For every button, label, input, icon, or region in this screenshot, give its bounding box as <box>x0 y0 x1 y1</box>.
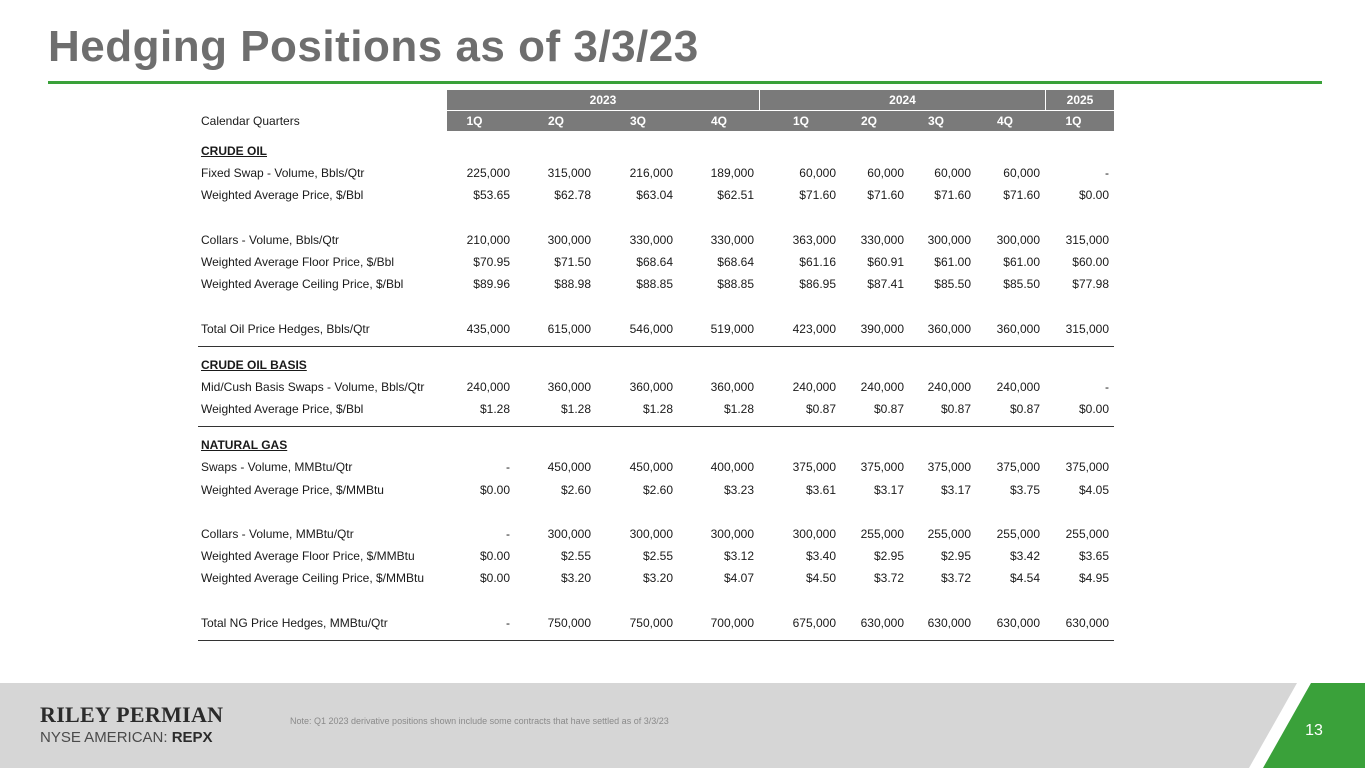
value-cell: $4.07 <box>723 571 754 586</box>
value-cell: 360,000 <box>927 321 971 336</box>
value-cell: 750,000 <box>629 615 673 630</box>
value-cell: 330,000 <box>860 232 904 247</box>
value-cell: $3.72 <box>873 571 904 586</box>
value-cell: $2.55 <box>560 549 591 564</box>
value-cell: $85.50 <box>934 277 971 292</box>
value-cell: 255,000 <box>927 527 971 541</box>
section-title-row <box>198 140 1114 162</box>
value-cell: 630,000 <box>1065 615 1109 630</box>
table-row <box>198 318 1114 340</box>
table-row <box>198 398 1114 420</box>
year-header-2024: 2024 <box>760 90 1045 110</box>
value-cell: 216,000 <box>629 166 673 181</box>
value-cell: $3.12 <box>723 549 754 564</box>
value-cell: $68.64 <box>717 254 754 269</box>
value-cell: $2.95 <box>873 549 904 564</box>
value-cell: $3.20 <box>642 571 673 586</box>
value-cell: 435,000 <box>466 321 510 336</box>
section-spacer <box>198 131 1114 140</box>
value-cell: $61.16 <box>799 254 836 269</box>
value-cell: $71.60 <box>799 188 836 203</box>
company-logo: RILEY PERMIAN <box>40 702 224 727</box>
value-cell: $3.17 <box>873 482 904 497</box>
value-cell: 240,000 <box>466 379 510 394</box>
value-cell: 300,000 <box>927 232 971 247</box>
value-cell: $0.87 <box>873 402 904 417</box>
value-cell: 255,000 <box>996 527 1040 541</box>
value-cell: 240,000 <box>792 379 836 394</box>
value-cell: 450,000 <box>629 460 673 475</box>
title-underline <box>48 81 1322 84</box>
value-cell: $0.00 <box>479 549 510 564</box>
value-cell: 315,000 <box>547 166 591 181</box>
value-cell: $85.50 <box>1003 277 1040 292</box>
value-cell: $1.28 <box>642 402 673 417</box>
value-cell: $3.20 <box>560 571 591 586</box>
value-cell: $88.85 <box>717 277 754 292</box>
value-cell: $3.65 <box>1078 549 1109 564</box>
value-cell: $60.91 <box>867 254 904 269</box>
value-cell: 240,000 <box>927 379 971 394</box>
value-cell: 189,000 <box>710 166 754 181</box>
quarter-header-cell: 3Q <box>927 114 944 128</box>
value-cell: 375,000 <box>1065 460 1109 475</box>
value-cell: 255,000 <box>1065 527 1109 541</box>
row-label: Weighted Average Floor Price, $/MMBtu <box>201 549 415 564</box>
year-header-2023: 2023 <box>447 90 759 110</box>
table-row <box>198 251 1114 273</box>
quarter-header-cell: 2Q <box>860 114 877 128</box>
table-row <box>198 479 1114 501</box>
row-label: Total NG Price Hedges, MMBtu/Qtr <box>201 615 388 630</box>
exchange-prefix: NYSE AMERICAN: <box>40 729 168 746</box>
section-title: CRUDE OIL <box>201 144 267 158</box>
value-cell: 240,000 <box>996 379 1040 394</box>
value-cell: 315,000 <box>1065 232 1109 247</box>
value-cell: 390,000 <box>860 321 904 336</box>
row-label: Weighted Average Floor Price, $/Bbl <box>201 254 394 269</box>
value-cell: 375,000 <box>996 460 1040 475</box>
value-cell: $3.42 <box>1009 549 1040 564</box>
value-cell: 300,000 <box>547 232 591 247</box>
value-cell: $88.85 <box>636 277 673 292</box>
value-cell: 375,000 <box>927 460 971 475</box>
row-label: Weighted Average Ceiling Price, $/Bbl <box>201 277 404 292</box>
value-cell: 375,000 <box>860 460 904 475</box>
value-cell: 60,000 <box>799 166 836 181</box>
value-cell: 519,000 <box>710 321 754 336</box>
value-cell: $0.00 <box>1078 402 1109 417</box>
value-cell: 360,000 <box>629 379 673 394</box>
row-label: Weighted Average Ceiling Price, $/MMBtu <box>201 571 425 586</box>
hedging-table <box>198 90 1114 641</box>
row-label: Swaps - Volume, MMBtu/Qtr <box>201 460 353 475</box>
value-cell: 630,000 <box>996 615 1040 630</box>
row-label: Weighted Average Price, $/Bbl <box>201 402 364 417</box>
value-cell: - <box>506 615 510 630</box>
value-cell: $2.60 <box>642 482 673 497</box>
value-cell: 360,000 <box>710 379 754 394</box>
table-row <box>198 612 1114 634</box>
value-cell: 675,000 <box>792 615 836 630</box>
value-cell: $87.41 <box>867 277 904 292</box>
row-label: Weighted Average Price, $/MMBtu <box>201 482 384 497</box>
section-spacer <box>198 347 1114 354</box>
page-number-badge <box>1225 683 1365 768</box>
section-divider <box>198 640 1114 641</box>
row-label: Collars - Volume, MMBtu/Qtr <box>201 527 354 541</box>
value-cell: 375,000 <box>792 460 836 475</box>
value-cell: 300,000 <box>547 527 591 541</box>
value-cell: $4.95 <box>1078 571 1109 586</box>
value-cell: 330,000 <box>629 232 673 247</box>
value-cell: 300,000 <box>792 527 836 541</box>
table-row <box>198 523 1114 545</box>
quarter-header-cell: 2Q <box>547 114 564 128</box>
row-label: Fixed Swap - Volume, Bbls/Qtr <box>201 166 365 181</box>
value-cell: - <box>1105 166 1109 181</box>
value-cell: 750,000 <box>547 615 591 630</box>
value-cell: $2.60 <box>560 482 591 497</box>
value-cell: $61.00 <box>934 254 971 269</box>
value-cell: 450,000 <box>547 460 591 475</box>
value-cell: $1.28 <box>560 402 591 417</box>
value-cell: $3.72 <box>940 571 971 586</box>
value-cell: 360,000 <box>547 379 591 394</box>
section-title-row <box>198 354 1114 376</box>
quarter-header-cell: 3Q <box>629 114 646 128</box>
value-cell: 210,000 <box>466 232 510 247</box>
value-cell: $60.00 <box>1072 254 1109 269</box>
value-cell: $62.51 <box>717 188 754 203</box>
group-spacer <box>198 590 1114 612</box>
value-cell: 60,000 <box>934 166 971 181</box>
value-cell: 363,000 <box>792 232 836 247</box>
value-cell: 330,000 <box>710 232 754 247</box>
value-cell: 630,000 <box>927 615 971 630</box>
quarter-header-cell: 1Q <box>1065 114 1082 128</box>
table-row <box>198 273 1114 295</box>
value-cell: 700,000 <box>710 615 754 630</box>
row-label: Weighted Average Price, $/Bbl <box>201 188 364 203</box>
value-cell: 240,000 <box>860 379 904 394</box>
value-cell: $71.60 <box>934 188 971 203</box>
ticker: REPX <box>171 729 213 746</box>
table-row <box>198 162 1114 184</box>
value-cell: $71.60 <box>867 188 904 203</box>
value-cell: $53.65 <box>473 188 510 203</box>
section-title-row <box>198 434 1114 456</box>
value-cell: $77.98 <box>1072 277 1109 292</box>
value-cell: $2.55 <box>642 549 673 564</box>
row-header-label: Calendar Quarters <box>201 114 300 128</box>
quarter-header-cell: 4Q <box>710 114 727 128</box>
table-row <box>198 376 1114 398</box>
value-cell: 423,000 <box>792 321 836 336</box>
value-cell: 400,000 <box>710 460 754 475</box>
page-title: Hedging Positions as of 3/3/23 <box>48 22 699 71</box>
value-cell: $70.95 <box>473 254 510 269</box>
row-label: Mid/Cush Basis Swaps - Volume, Bbls/Qtr <box>201 379 425 394</box>
value-cell: 225,000 <box>466 166 510 181</box>
value-cell: $4.05 <box>1078 482 1109 497</box>
year-header-2025: 2025 <box>1046 90 1114 110</box>
value-cell: $0.87 <box>805 402 836 417</box>
value-cell: 615,000 <box>547 321 591 336</box>
group-spacer <box>198 295 1114 317</box>
value-cell: $3.17 <box>940 482 971 497</box>
year-header-row <box>198 90 1114 110</box>
quarter-header-cell: 4Q <box>996 114 1013 128</box>
value-cell: 300,000 <box>710 527 754 541</box>
value-cell: $0.87 <box>940 402 971 417</box>
row-label: Total Oil Price Hedges, Bbls/Qtr <box>201 321 370 336</box>
value-cell: 255,000 <box>860 527 904 541</box>
value-cell: $4.54 <box>1009 571 1040 586</box>
table-row <box>198 545 1114 567</box>
value-cell: $68.64 <box>636 254 673 269</box>
table-row <box>198 229 1114 251</box>
section-spacer <box>198 427 1114 434</box>
table-row <box>198 567 1114 589</box>
value-cell: $3.61 <box>805 482 836 497</box>
value-cell: $0.00 <box>479 571 510 586</box>
group-spacer <box>198 501 1114 523</box>
exchange-listing <box>40 729 213 746</box>
value-cell: 546,000 <box>629 321 673 336</box>
quarter-header-row <box>198 111 1114 131</box>
value-cell: $61.00 <box>1003 254 1040 269</box>
row-label: Collars - Volume, Bbls/Qtr <box>201 232 340 247</box>
value-cell: $3.75 <box>1009 482 1040 497</box>
value-cell: $88.98 <box>554 277 591 292</box>
value-cell: $0.87 <box>1009 402 1040 417</box>
value-cell: $3.23 <box>723 482 754 497</box>
value-cell: $1.28 <box>723 402 754 417</box>
value-cell: $0.00 <box>479 482 510 497</box>
table-row <box>198 456 1114 478</box>
value-cell: $1.28 <box>479 402 510 417</box>
value-cell: $89.96 <box>473 277 510 292</box>
value-cell: $63.04 <box>636 188 673 203</box>
quarter-header-cell: 1Q <box>792 114 809 128</box>
group-spacer <box>198 207 1114 229</box>
value-cell: 300,000 <box>629 527 673 541</box>
value-cell: 360,000 <box>996 321 1040 336</box>
value-cell: $86.95 <box>799 277 836 292</box>
value-cell: $0.00 <box>1078 188 1109 203</box>
value-cell: - <box>1105 379 1109 394</box>
value-cell: 300,000 <box>996 232 1040 247</box>
table-row <box>198 184 1114 206</box>
value-cell: - <box>506 527 510 541</box>
value-cell: $71.50 <box>554 254 591 269</box>
section-title: NATURAL GAS <box>201 438 288 453</box>
value-cell: $2.95 <box>940 549 971 564</box>
value-cell: 60,000 <box>1003 166 1040 181</box>
quarter-header-cell: 1Q <box>466 114 483 128</box>
value-cell: 630,000 <box>860 615 904 630</box>
value-cell: $71.60 <box>1003 188 1040 203</box>
value-cell: 315,000 <box>1065 321 1109 336</box>
footnote: Note: Q1 2023 derivative positions shown include some contracts that have settled as of 3/3/23 <box>290 716 669 726</box>
value-cell: 60,000 <box>867 166 904 181</box>
value-cell: - <box>506 460 510 475</box>
value-cell: $4.50 <box>805 571 836 586</box>
value-cell: $3.40 <box>805 549 836 564</box>
page-number: 13 <box>1305 722 1323 739</box>
section-title: CRUDE OIL BASIS <box>201 357 307 372</box>
value-cell: $62.78 <box>554 188 591 203</box>
